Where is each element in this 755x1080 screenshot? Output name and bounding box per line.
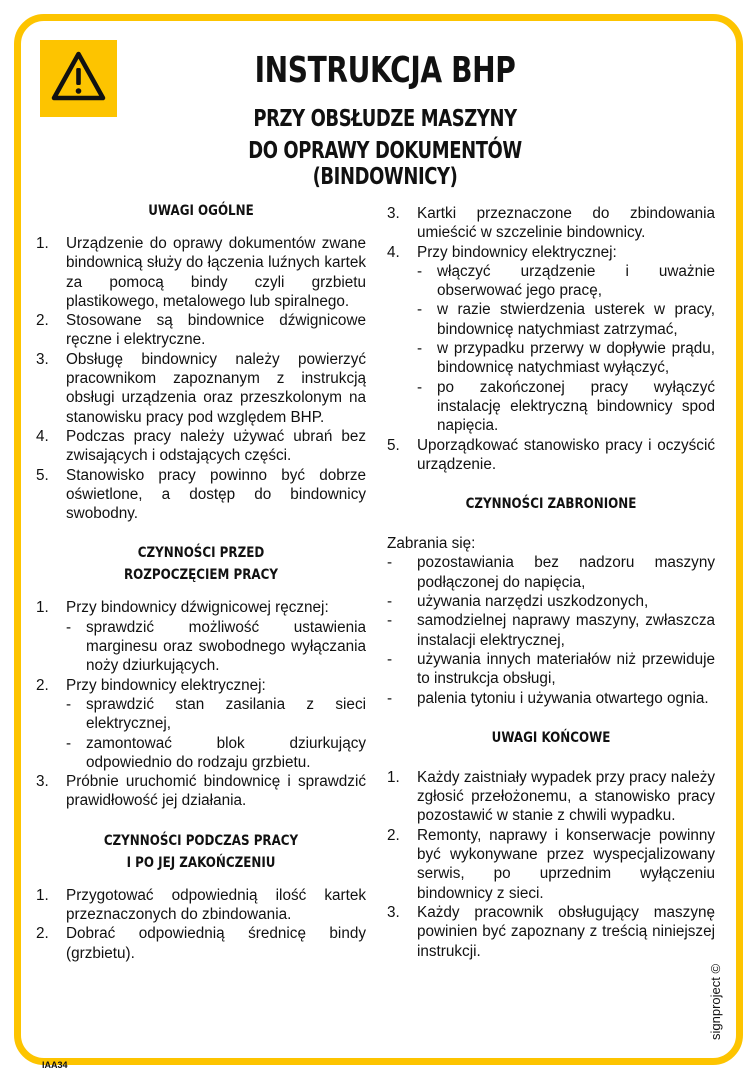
list-subitem: - po zakończonej pracy wyłączyć instalację elektryczną bindownicy spod napięcia.: [417, 378, 715, 435]
list-item: 5. Uporządkować stanowisko pracy i oczyścić urządzenie.: [387, 436, 715, 473]
list-subitem: - sprawdzić stan zasilania z sieci elektrycznej,: [66, 695, 366, 733]
list-item: - palenia tytoniu i używania otwartego ognia.: [387, 689, 709, 707]
list-item: 3. Kartki przeznaczone do zbindowania umieścić w szczelinie bindownicy.: [387, 205, 715, 242]
list-item: 2. Dobrać odpowiednią średnicę bindy (grzbietu).: [36, 925, 366, 962]
list-item: - samodzielnej naprawy maszyny, zwłaszcza instalacji elektrycznej,: [387, 612, 715, 649]
list-item: 1. Przy bindownicy dźwignicowej ręcznej:: [36, 599, 329, 617]
right-column: [387, 204, 715, 961]
section-heading-general: UWAGI OGÓLNE: [148, 203, 254, 219]
list-item: 2. Remonty, naprawy i konserwacje powinny być wykonywane przez wyspecjalizowany serwis, po uprzednim wyłączeniu bindownicy z sieci.: [387, 826, 715, 902]
list-subitem: - w przypadku przerwy w dopływie prądu, bindownicę natychmiast wyłączyć,: [417, 340, 715, 377]
list-item: - używania narzędzi uszkodzonych,: [387, 593, 649, 611]
list-item: 1. Przygotować odpowiednią ilość kartek przeznaczonych do zbindowania.: [36, 886, 366, 924]
warning-box: [40, 40, 117, 117]
section-heading-before-line2: ROZPOCZĘCIEM PRACY: [124, 567, 278, 584]
brand-mark: signproject ©: [708, 963, 723, 1040]
page-subtitle-line2: DO OPRAWY DOKUMENTÓW (BINDOWNICY): [248, 138, 522, 190]
page-subtitle-line1: PRZY OBSŁUDZE MASZYNY: [253, 106, 517, 132]
list-item: 4. Przy bindownicy elektrycznej:: [387, 243, 617, 261]
section-heading-during: CZYNNOŚCI PODCZAS PRACY: [103, 832, 299, 849]
section-heading-final: UWAGI KOŃCOWE: [491, 729, 611, 746]
list-subitem: - włączyć urządzenie i uważnie obserwować jego pracę,: [417, 262, 715, 300]
list-item: 3. Każdy pracownik obsługujący maszynę powinien być zapoznany z treścią niniejszej instrukcji.: [387, 903, 715, 960]
page-title: INSTRUKCJA BHP: [254, 50, 516, 91]
list-item: 2. Przy bindownicy elektrycznej:: [36, 676, 266, 694]
list-item: 4. Podczas pracy należy używać ubrań bez zwisających i odstających części.: [36, 427, 366, 465]
list-subitem: - sprawdzić możliwość ustawienia marginesu oraz swobodnego wyłączania noży dziurkujących.: [66, 618, 366, 675]
list-item: 1. Urządzenie do oprawy dokumentów zwane bindownicą służy do łączenia luźnych kartek za pomocą bindy czyli grzbietu plastikowego, metalowego lub spiralnego.: [36, 235, 366, 310]
list-item: 1. Każdy zaistniały wypadek przy pracy należy zgłosić przełożonemu, a stanowisko pracy pozostawić w stanie z chwili wypadku.: [387, 768, 715, 825]
list-item: 2. Stosowane są bindownice dźwignicowe ręczne i elektryczne.: [36, 312, 366, 349]
left-column: [36, 200, 366, 963]
section-heading-during-line2: I PO JEJ ZAKOŃCZENIU: [126, 854, 276, 871]
list-item: - używania innych materiałów niż przewiduje to instrukcja obsługi,: [387, 650, 715, 688]
list-item: 5. Stanowisko pracy powinno być dobrze oświetlone, a dostęp do bindownicy swobodny.: [36, 466, 366, 523]
section-heading-forbidden: CZYNNOŚCI ZABRONIONE: [465, 496, 637, 513]
product-code: IAA34: [42, 1060, 68, 1070]
warning-triangle-icon: [40, 40, 117, 117]
list-subitem: - w razie stwierdzenia usterek w pracy, bindownicę natychmiast zatrzymać,: [417, 301, 715, 338]
list-item: 3. Próbnie uruchomić bindownicę i sprawdzić prawidłowość jej działania.: [36, 773, 366, 810]
list-item: 3. Obsługę bindownicy należy powierzyć pracownikom zapoznanym z instrukcją obsługi urządzenia oraz przeszkolonym na stanowisku pracy pod względem BHP.: [36, 350, 366, 426]
forbidden-intro: Zabrania się:: [387, 535, 476, 553]
list-item: - pozostawiania bez nadzoru maszyny podłączonej do napięcia,: [387, 554, 715, 591]
list-subitem: - zamontować blok dziurkujący odpowiednio do rodzaju grzbietu.: [66, 734, 366, 771]
section-heading-before: CZYNNOŚCI PRZED: [137, 545, 265, 562]
